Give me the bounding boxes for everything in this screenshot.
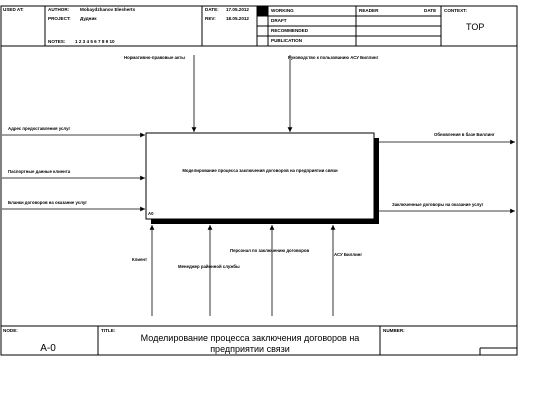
rev-value: 18.05.2012 bbox=[226, 16, 249, 21]
date-label: DATE: bbox=[205, 7, 219, 12]
node-label: NODE: bbox=[3, 328, 18, 333]
rev-label: REV: bbox=[205, 16, 216, 21]
author-label: AUTHOR: bbox=[48, 7, 70, 12]
notes-label: NOTES: bbox=[48, 39, 66, 44]
output-label-2: Заключенные договоры на оказание услуг bbox=[392, 202, 484, 207]
author-value: Mobaydzhanov Elesherts bbox=[80, 7, 136, 12]
mechanism-label-3: Персонал по заключению договоров bbox=[230, 248, 310, 253]
date-value: 17.05.2012 bbox=[226, 7, 249, 12]
control-label-2: Руководство к пользованию АСУ Биллинг bbox=[288, 55, 379, 60]
output-label-1: Обновления в базе Биллинг bbox=[434, 132, 495, 137]
notes-value: 1 2 3 4 5 6 7 8 9 10 bbox=[75, 39, 115, 44]
activity-box[interactable] bbox=[146, 133, 374, 219]
title-line-2: предприятии связи bbox=[210, 344, 290, 354]
status-working: WORKING bbox=[271, 8, 294, 13]
reader-label: READER bbox=[359, 8, 379, 13]
title-label: TITLE: bbox=[101, 328, 116, 333]
status-draft: DRAFT bbox=[271, 18, 287, 23]
number-label: NUMBER: bbox=[383, 328, 405, 333]
title-line-1: Моделирование процесса заключения договоров на bbox=[140, 333, 360, 343]
control-label-1: Нормативно-правовые акты bbox=[124, 55, 185, 60]
mechanism-label-4: АСУ Биллинг bbox=[334, 252, 363, 257]
activity-label: Моделирование процесса заключения договоров на предприятии связи bbox=[182, 168, 338, 173]
status-recommended: RECOMMENDED bbox=[271, 28, 309, 33]
status-publication: PUBLICATION bbox=[271, 38, 303, 43]
input-label-2: Паспортные данные клиента bbox=[8, 169, 71, 174]
project-value: Дудник bbox=[80, 16, 97, 21]
node-value: A-0 bbox=[40, 343, 56, 354]
activity-number: A0 bbox=[148, 211, 154, 216]
reader-date-label: DATE bbox=[424, 8, 437, 13]
project-label: PROJECT: bbox=[48, 16, 71, 21]
mechanism-label-2: Менеджер районной службы bbox=[178, 264, 240, 269]
input-label-1: Адрес предоставления услуг bbox=[8, 126, 71, 131]
mechanism-label-1: Клиент bbox=[132, 257, 148, 262]
input-label-3: Бланки договоров на оказание услуг bbox=[8, 200, 88, 205]
used-at-label: USED AT: bbox=[3, 7, 24, 12]
context-value: TOP bbox=[466, 22, 485, 32]
context-label: CONTEXT: bbox=[444, 8, 467, 13]
